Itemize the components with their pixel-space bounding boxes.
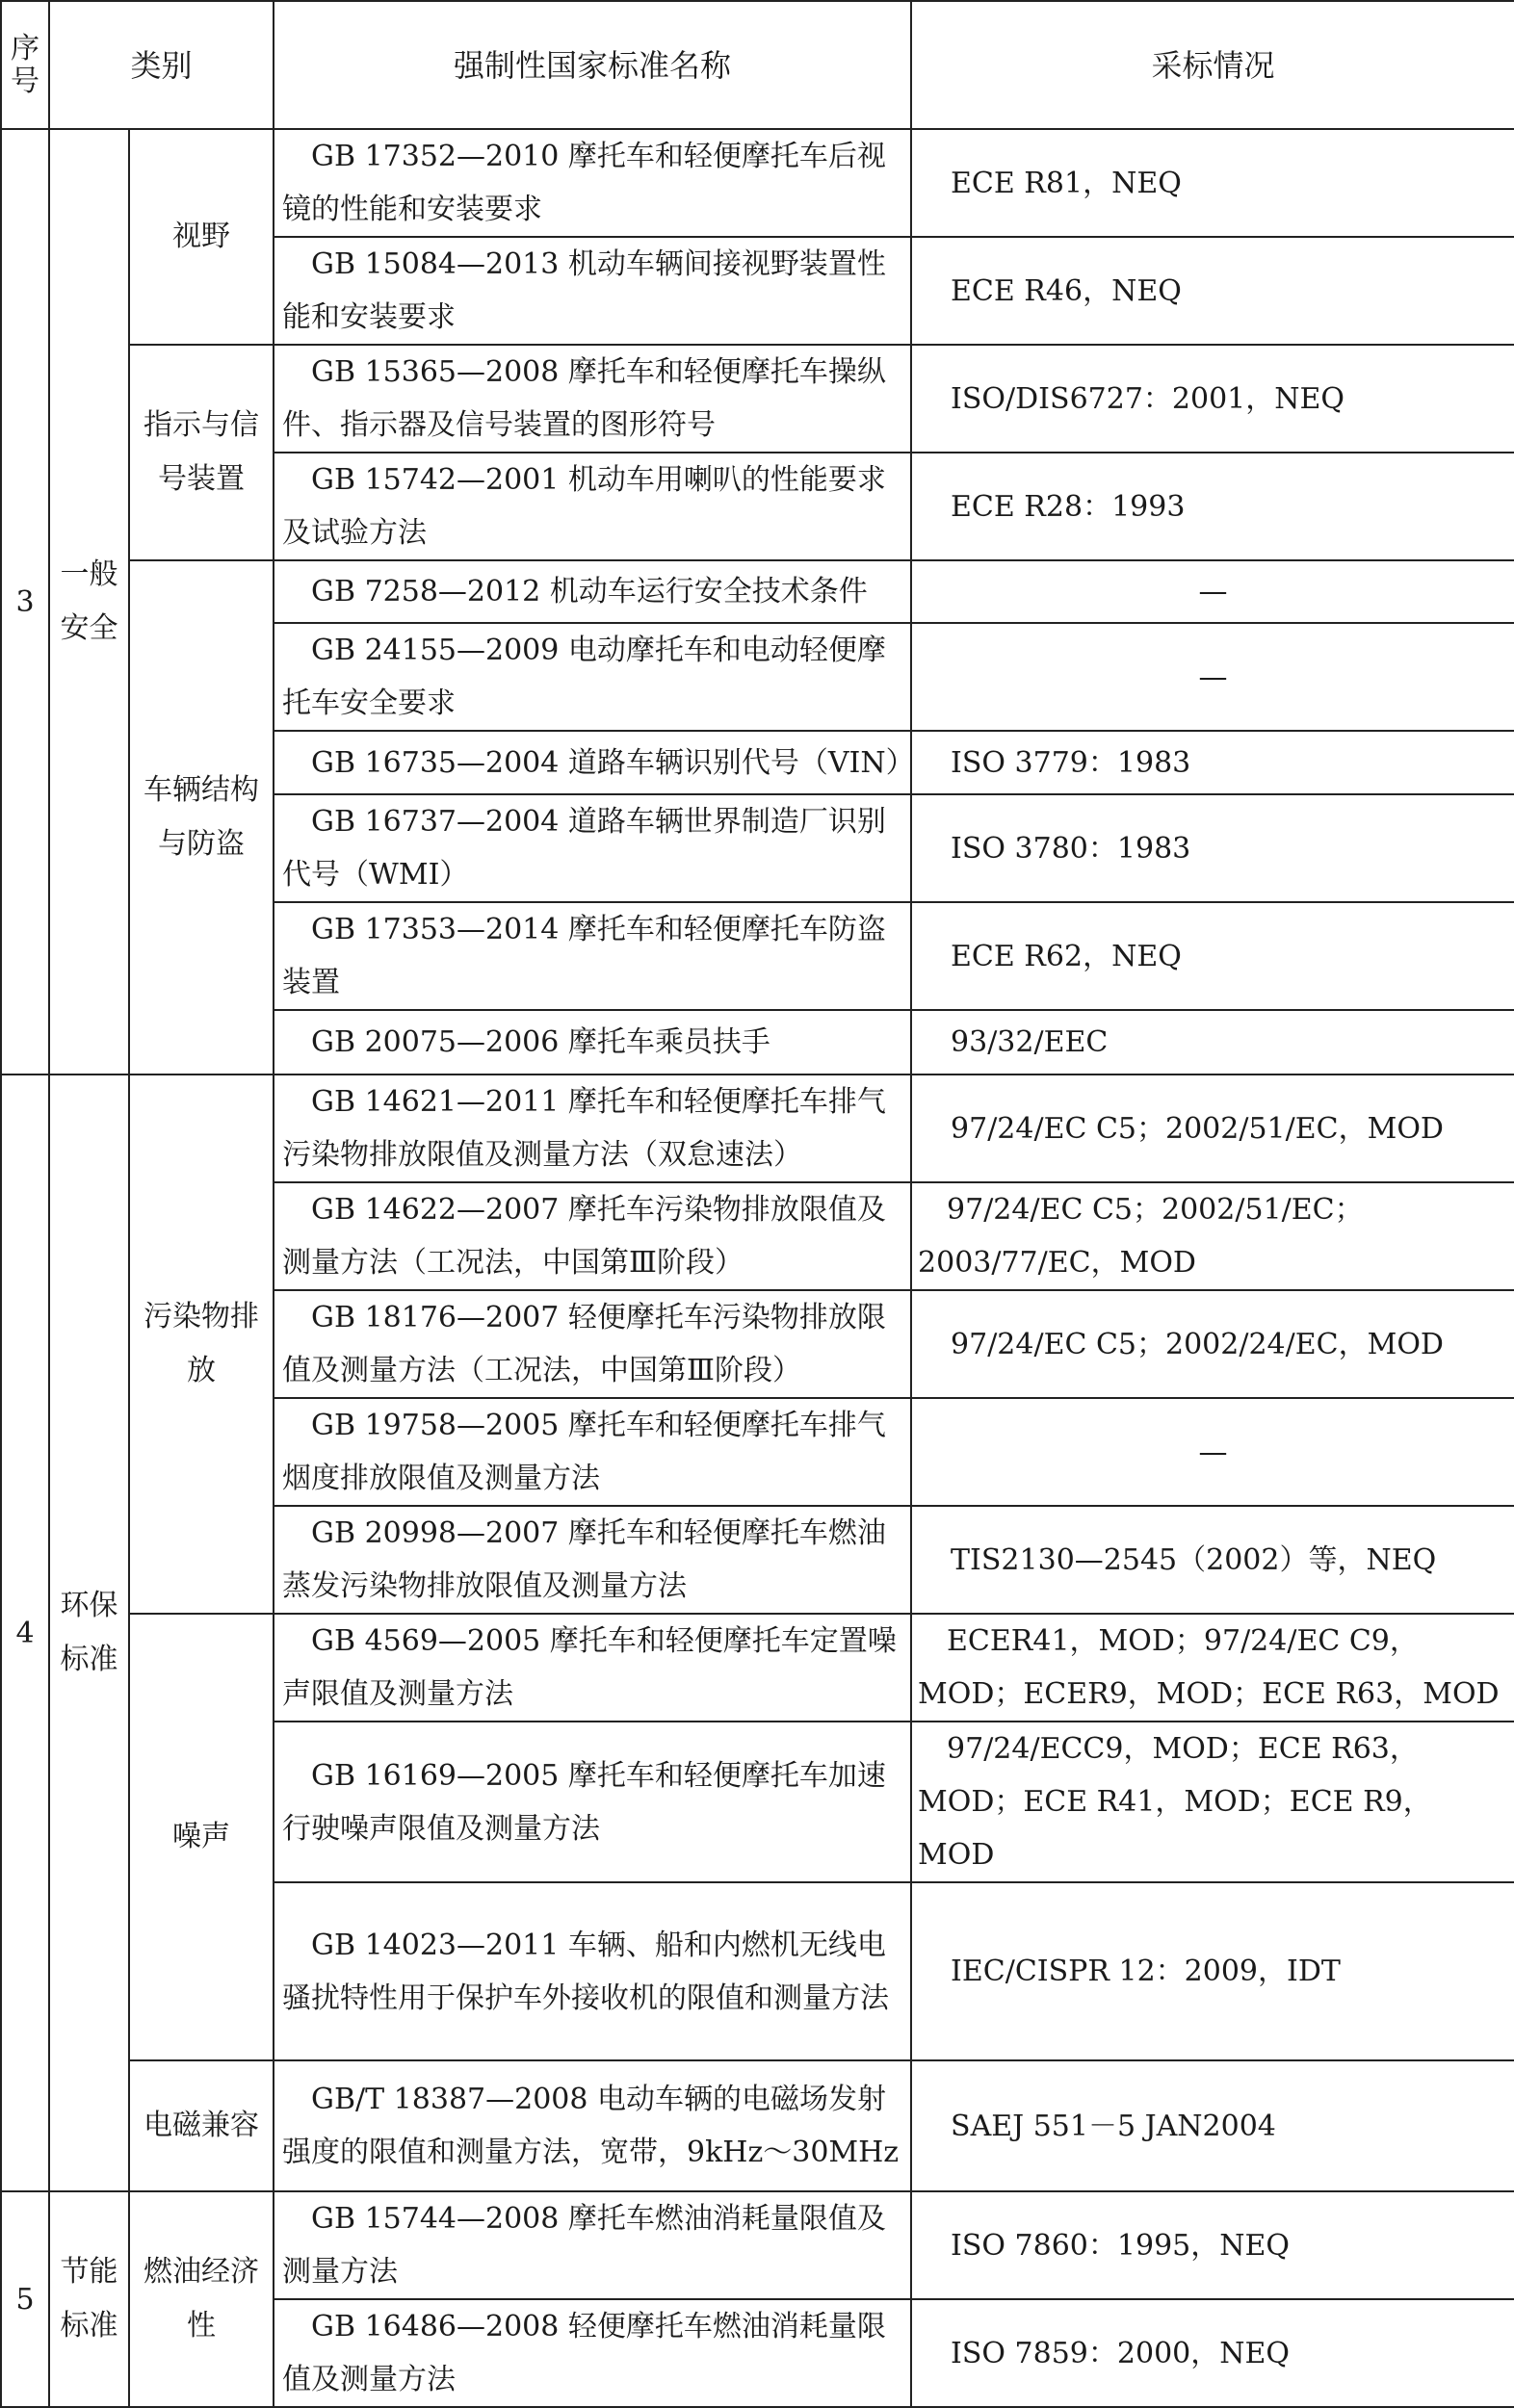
standard-name: GB 16486—2008 轻便摩托车燃油消耗量限值及测量方法 [274,2299,911,2407]
standard-name: GB 15084—2013 机动车辆间接视野装置性能和安装要求 [274,237,911,345]
standard-name: GB 14023—2011 车辆、船和内燃机无线电骚扰特性用于保护车外接收机的限值和测量方法 [274,1882,911,2060]
table-row [1,1075,1514,1182]
adoption-status: SAEJ 551－5 JAN2004 [911,2060,1514,2191]
standard-name: GB 4569—2005 摩托车和轻便摩托车定置噪声限值及测量方法 [274,1614,911,1722]
adoption-status: IEC/CISPR 12：2009，IDT [911,1882,1514,2060]
header-name: 强制性国家标准名称 [274,1,911,129]
adoption-status: ISO 3780：1983 [911,794,1514,902]
adoption-status: 97/24/EC C5；2002/51/EC，MOD [911,1075,1514,1182]
subcategory: 噪声 [129,1614,274,2060]
standard-name: GB 20075—2006 摩托车乘员扶手 [274,1010,911,1075]
adoption-status: ISO/DIS6727：2001，NEQ [911,345,1514,453]
group-category: 环保标准 [49,1075,129,2191]
adoption-status: ECER41，MOD；97/24/EC C9，MOD；ECER9，MOD；ECE R63，MOD [911,1614,1514,1722]
standard-name: GB 17353—2014 摩托车和轻便摩托车防盗装置 [274,902,911,1010]
subcategory: 视野 [129,129,274,345]
group-seq: 5 [1,2191,49,2407]
standard-name: GB/T 18387—2008 电动车辆的电磁场发射强度的限值和测量方法，宽带，9kHz～30MHz [274,2060,911,2191]
standard-name: GB 15365—2008 摩托车和轻便摩托车操纵件、指示器及信号装置的图形符号 [274,345,911,453]
group-category: 节能标准 [49,2191,129,2407]
adoption-status: ISO 7859：2000，NEQ [911,2299,1514,2407]
adoption-status: ECE R81，NEQ [911,129,1514,237]
standard-name: GB 15744—2008 摩托车燃油消耗量限值及测量方法 [274,2191,911,2299]
standard-name: GB 16735—2004 道路车辆识别代号（VIN） [274,731,911,794]
table-row [1,345,1514,453]
standard-name: GB 18176—2007 轻便摩托车污染物排放限值及测量方法（工况法，中国第Ⅲ阶段） [274,1290,911,1398]
adoption-status: 93/32/EEC [911,1010,1514,1075]
adoption-status: 97/24/EC C5；2002/24/EC，MOD [911,1290,1514,1398]
standard-name: GB 19758—2005 摩托车和轻便摩托车排气烟度排放限值及测量方法 [274,1398,911,1506]
adoption-status: 97/24/EC C5；2002/51/EC；2003/77/EC，MOD [911,1182,1514,1290]
table-row [1,2191,1514,2299]
group-seq: 4 [1,1075,49,2191]
adoption-status: — [911,560,1514,623]
subcategory: 燃油经济性 [129,2191,274,2407]
header-seq: 序号 [1,1,49,129]
standard-name: GB 7258—2012 机动车运行安全技术条件 [274,560,911,623]
group-category: 一般安全 [49,129,129,1075]
adoption-status: TIS2130—2545（2002）等，NEQ [911,1506,1514,1614]
adoption-status: ECE R62，NEQ [911,902,1514,1010]
standard-name: GB 14621—2011 摩托车和轻便摩托车排气污染物排放限值及测量方法（双怠速法） [274,1075,911,1182]
adoption-status: ISO 7860：1995，NEQ [911,2191,1514,2299]
adoption-status: — [911,1398,1514,1506]
subcategory: 指示与信号装置 [129,345,274,560]
subcategory: 电磁兼容 [129,2060,274,2191]
standard-name: GB 16169—2005 摩托车和轻便摩托车加速行驶噪声限值及测量方法 [274,1722,911,1882]
standard-name: GB 15742—2001 机动车用喇叭的性能要求及试验方法 [274,453,911,560]
standard-name: GB 24155—2009 电动摩托车和电动轻便摩托车安全要求 [274,623,911,731]
standard-name: GB 20998—2007 摩托车和轻便摩托车燃油蒸发污染物排放限值及测量方法 [274,1506,911,1614]
subcategory: 污染物排放 [129,1075,274,1614]
header-adoption: 采标情况 [911,1,1514,129]
adoption-status: 97/24/ECC9，MOD；ECE R63，MOD；ECE R41，MOD；ECE R9，MOD [911,1722,1514,1882]
table-row [1,2060,1514,2191]
table-row [1,1614,1514,1722]
subcategory: 车辆结构与防盗 [129,560,274,1075]
standard-name: GB 14622—2007 摩托车污染物排放限值及测量方法（工况法，中国第Ⅲ阶段） [274,1182,911,1290]
standard-name: GB 16737—2004 道路车辆世界制造厂识别代号（WMI） [274,794,911,902]
group-seq: 3 [1,129,49,1075]
table-row [1,129,1514,237]
adoption-status: ECE R28：1993 [911,453,1514,560]
adoption-status: — [911,623,1514,731]
header-category: 类别 [49,1,274,129]
header-row [1,1,1514,129]
adoption-status: ECE R46，NEQ [911,237,1514,345]
adoption-status: ISO 3779：1983 [911,731,1514,794]
standard-name: GB 17352—2010 摩托车和轻便摩托车后视镜的性能和安装要求 [274,129,911,237]
table-row [1,560,1514,623]
